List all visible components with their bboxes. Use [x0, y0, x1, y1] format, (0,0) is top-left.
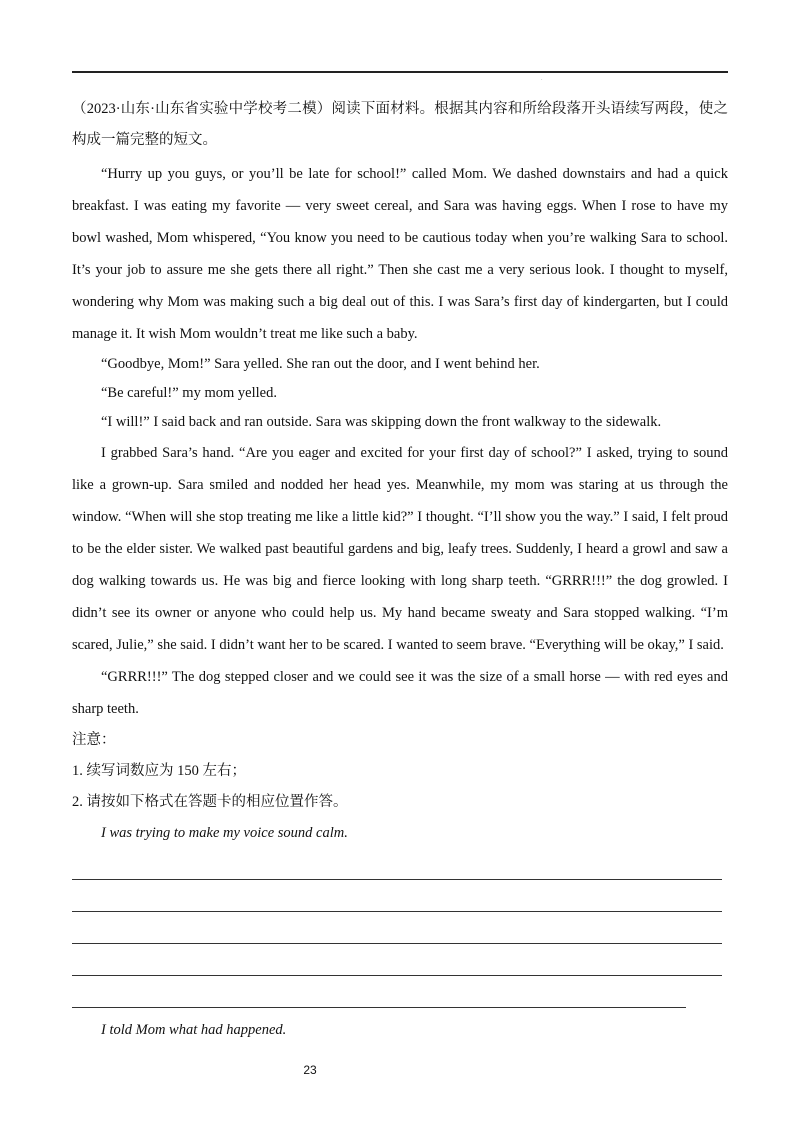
header-mark: . [541, 76, 543, 82]
paragraph-opening-2: I told Mom what had happened. [101, 1022, 287, 1038]
answer-line[interactable] [72, 976, 686, 1008]
story-paragraph-3: “Be careful!” my mom yelled. [101, 385, 277, 401]
note-item-1: 1. 续写词数应为 150 左右； [72, 763, 246, 779]
answer-line[interactable] [72, 944, 722, 976]
answer-line[interactable] [72, 912, 722, 944]
answer-line[interactable] [72, 880, 722, 912]
story-paragraph-1: “Hurry up you guys, or you’ll be late for school!” called Mom. We dashed downstairs and had a quick breakfast. I was eating my favorite — very sweet cereal, and Sara was having eggs. When I rose to have my bowl washed, Mom whispered, “You know you need to be cautious today when you’re walking Sara to school. It’s your job to assure me she gets there all right.” Then she cast me a very serious look. I thought to myself, wondering why Mom was making such a big deal out of this. I was Sara’s first day of kindergarten, but I could manage it. It wish Mom wouldn’t treat me like such a baby. [72, 166, 728, 342]
story-paragraph-4: “I will!” I said back and ran outside. Sara was skipping down the front walkway to the sidewalk. [101, 414, 662, 430]
answer-line[interactable] [72, 848, 722, 880]
notes-heading: 注意： [72, 732, 116, 748]
story-paragraph-6: “GRRR!!!” The dog stepped closer and we could see it was the size of a small horse — with red eyes and sharp teeth. [72, 669, 728, 717]
paragraph-opening-1: I was trying to make my voice sound calm. [101, 825, 348, 841]
answer-lines [72, 848, 728, 1008]
document-content [72, 94, 728, 1039]
note-item-2: 2. 请按如下格式在答题卡的相应位置作答。 [72, 794, 348, 810]
task-instruction: （2023·山东·山东省实验中学校考二模）阅读下面材料。根据其内容和所给段落开头语续写两段，使之构成一篇完整的短文。 [72, 101, 728, 148]
story-paragraph-2: “Goodbye, Mom!” Sara yelled. She ran out the door, and I went behind her. [101, 356, 540, 372]
story-paragraph-5: I grabbed Sara’s hand. “Are you eager and excited for your first day of school?” I asked, trying to sound like a grown-up. Sara smiled and nodded her head yes. Meanwhile, my mom was staring at us through the window. “When will she stop treating me like a little kid?” I thought. “I’ll show you the way.” I said, I felt proud to be the elder sister. We walked past beautiful gardens and big, leafy trees. Suddenly, I heard a growl and saw a dog walking towards us. He was big and fierce looking with long sharp teeth. “GRRR!!!” the dog growled. I didn’t see its owner or anyone who could help us. My hand became sweaty and Sara stopped walking. “I’m scared, Julie,” she said. I didn’t want her to be scared. I wanted to seem brave. “Everything will be okay,” I said. [72, 445, 728, 653]
header-rule [72, 71, 728, 73]
page-number: 23 [303, 1063, 317, 1077]
